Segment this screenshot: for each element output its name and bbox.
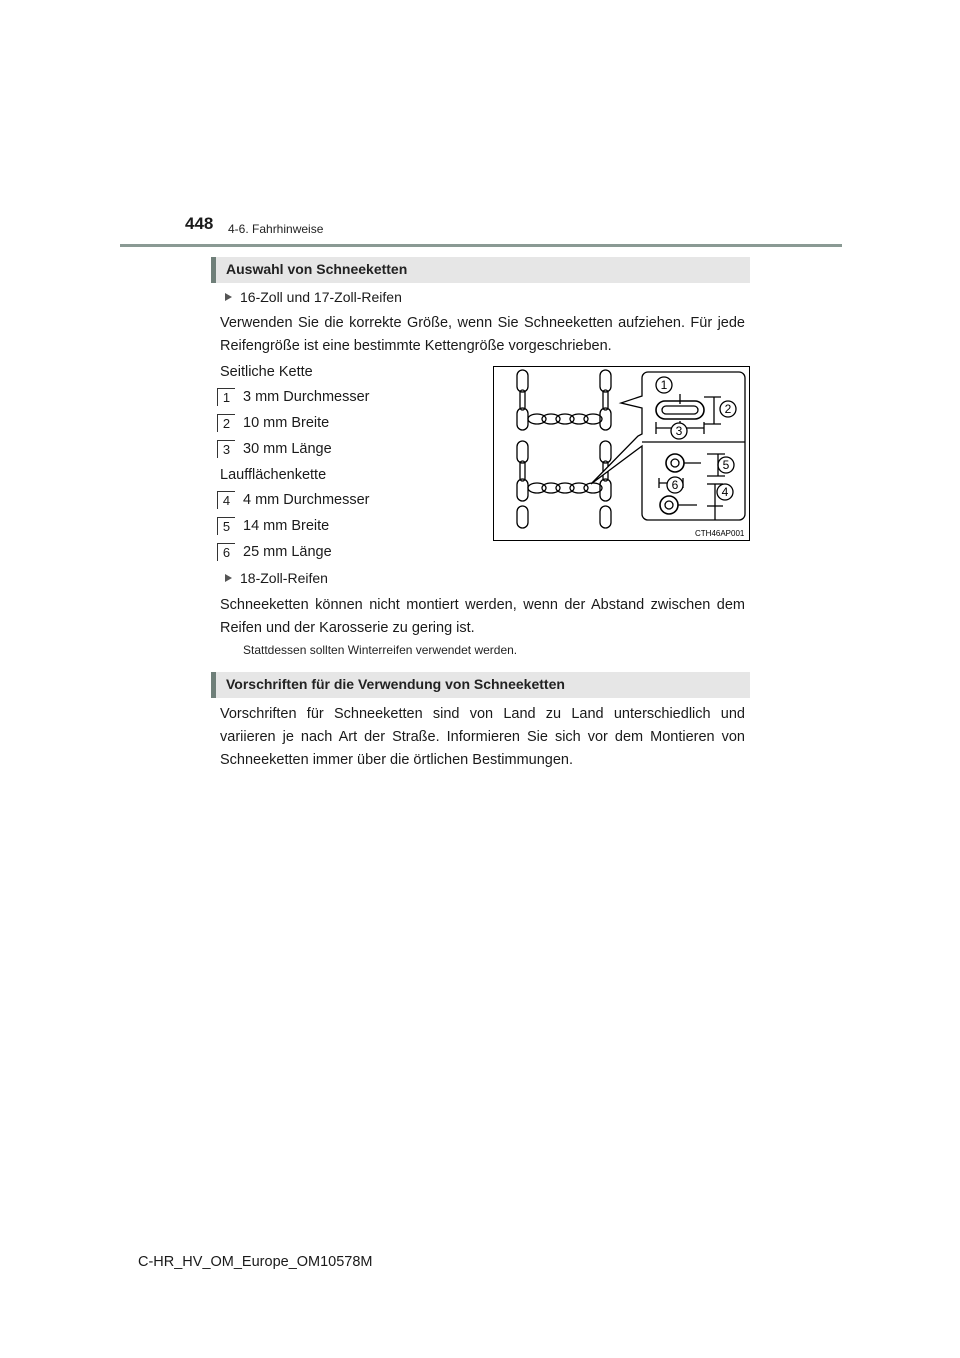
section-heading-snow-chain-selection	[211, 257, 750, 283]
regulations-paragraph: Vorschriften für Schneeketten sind von Land zu Land unterschiedlich und variieren je nach Art der Straße. Informieren Sie sich vor dem Montieren von Schneeketten immer über die örtlichen Bestimmungen.	[220, 706, 745, 768]
number-box-icon: 3	[217, 440, 235, 458]
snow-chain-diagram	[493, 366, 750, 541]
number-box-icon: 4	[217, 491, 235, 509]
triangle-bullet-icon	[225, 293, 232, 301]
spec-text: 4 mm Durchmesser	[243, 492, 370, 508]
callout-4: 4	[721, 485, 729, 499]
bullet-18-inch	[225, 570, 328, 586]
bullet-text: 16-Zoll und 17-Zoll-Reifen	[240, 289, 402, 305]
callout-6: 6	[671, 478, 679, 492]
spec-text: 3 mm Durchmesser	[243, 389, 370, 405]
callout-5: 5	[722, 458, 730, 472]
triangle-bullet-icon	[225, 574, 232, 582]
header-rule	[120, 244, 842, 247]
number-box-icon: 2	[217, 414, 235, 432]
note-text: Stattdessen sollten Winterreifen verwendet werden.	[243, 643, 518, 657]
bullet-16-17-inch	[225, 289, 402, 305]
side-chain-label: Seitliche Kette	[220, 364, 313, 380]
bullet-text: 18-Zoll-Reifen	[240, 570, 328, 586]
section-heading-text: Vorschriften für die Verwendung von Schneeketten	[226, 676, 565, 692]
callout-3: 3	[675, 424, 683, 438]
callout-2: 2	[724, 402, 732, 416]
footer-doc-id: C-HR_HV_OM_Europe_OM10578M	[138, 1254, 373, 1270]
callout-1: 1	[660, 378, 668, 392]
spec-text: 30 mm Länge	[243, 441, 332, 457]
section-heading-text: Auswahl von Schneeketten	[226, 261, 408, 277]
section-heading-snow-chain-regulations	[211, 672, 750, 698]
diagram-code: CTH46AP001	[695, 529, 745, 538]
clearance-paragraph: Schneeketten können nicht montiert werden, wenn der Abstand zwischen dem Reifen und der Karosserie zu gering ist.	[220, 597, 745, 636]
spec-text: 10 mm Breite	[243, 415, 330, 431]
number-box-icon: 5	[217, 517, 235, 535]
spec-text: 14 mm Breite	[243, 518, 330, 534]
intro-paragraph: Verwenden Sie die korrekte Größe, wenn Sie Schneeketten aufziehen. Für jede Reifengröße ist eine bestimmte Kettengröße vorgeschrieben.	[220, 315, 745, 354]
tread-chain-label: Laufflächenkette	[220, 467, 327, 483]
page-number: 448	[185, 214, 214, 233]
spec-text: 25 mm Länge	[243, 544, 332, 560]
section-title: 4-6. Fahrhinweise	[228, 222, 324, 236]
number-box-icon: 6	[217, 543, 235, 561]
number-box-icon: 1	[217, 388, 235, 406]
